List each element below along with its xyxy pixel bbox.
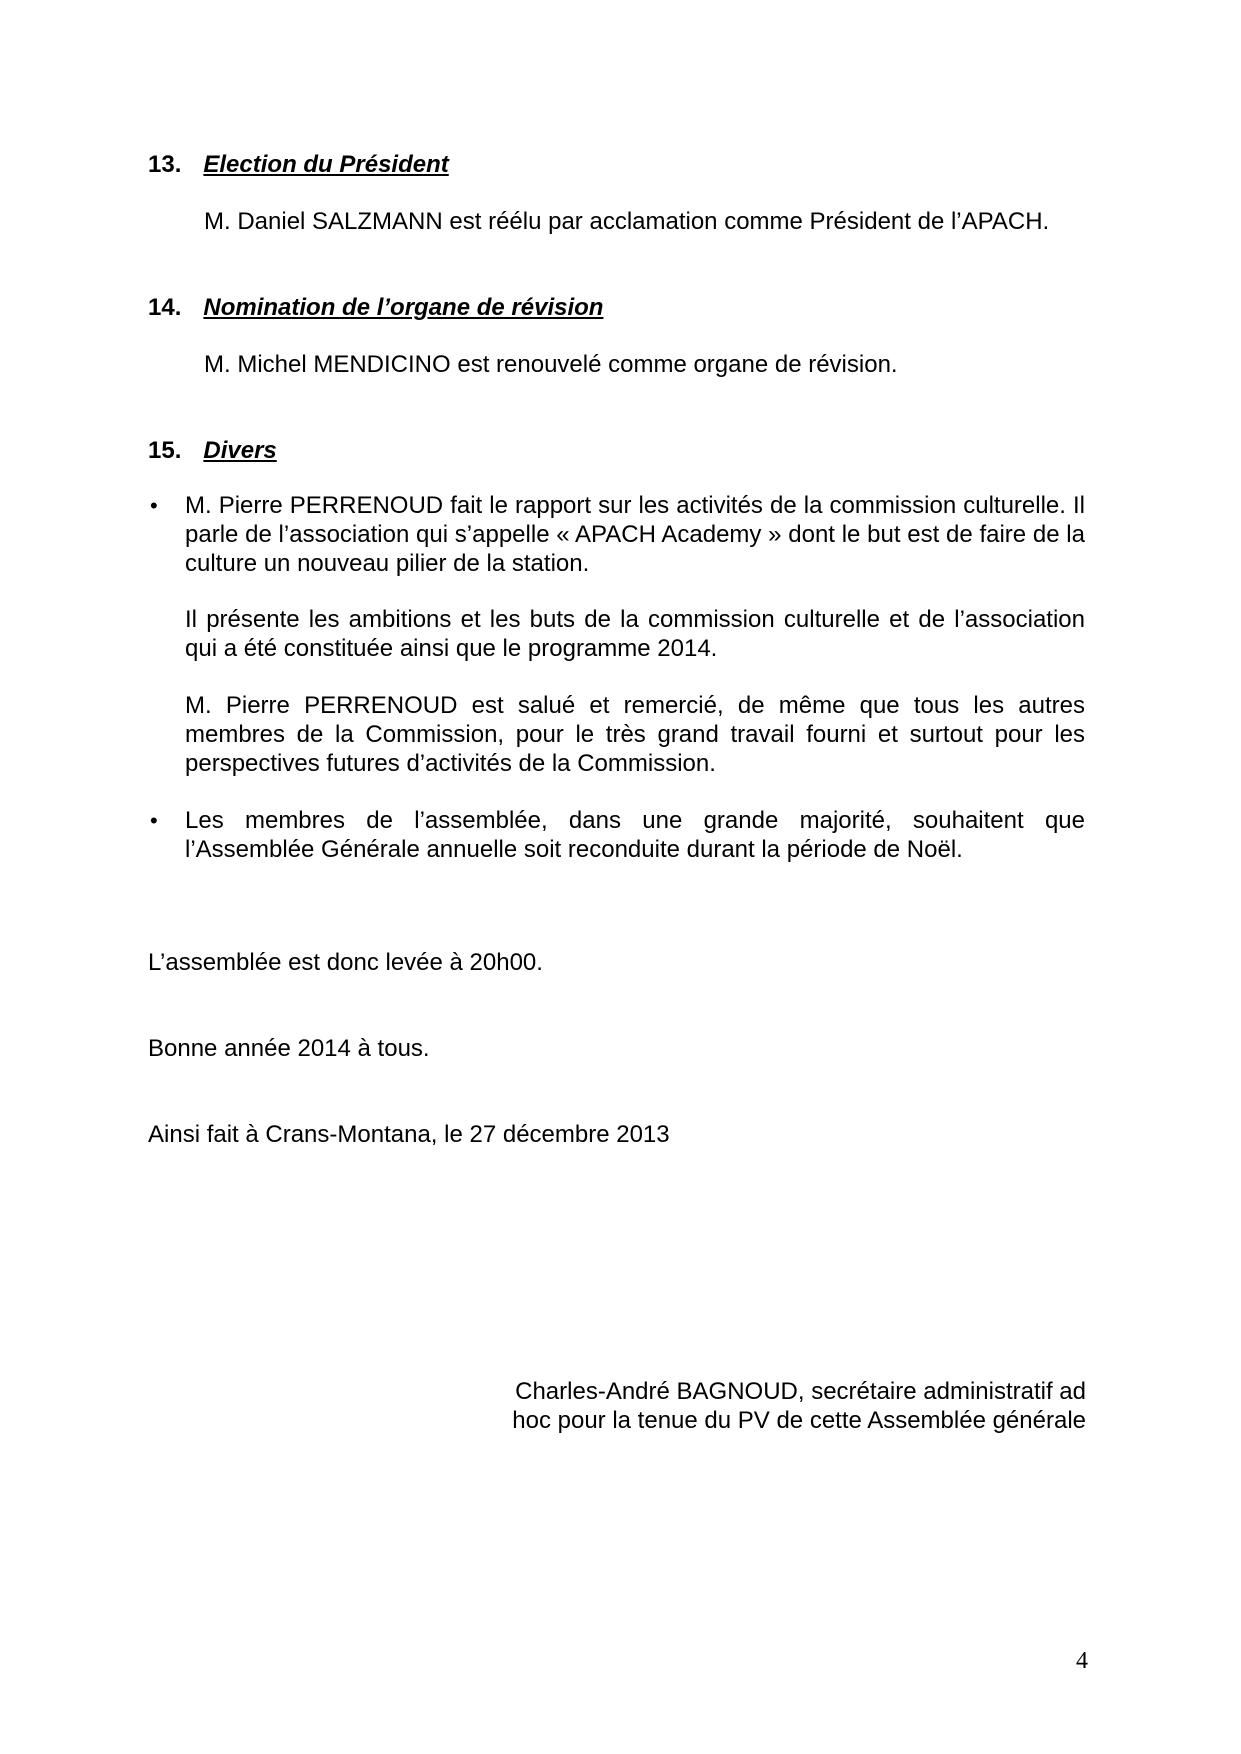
section-title: Nomination de l’organe de révision bbox=[203, 294, 604, 321]
section-14-text: M. Michel MENDICINO est renouvelé comme organe de révision. bbox=[204, 351, 898, 378]
page-number: 4 bbox=[1076, 1648, 1088, 1674]
greeting-line: Bonne année 2014 à tous. bbox=[148, 1035, 430, 1062]
section-title: Divers bbox=[203, 437, 277, 464]
section-14-heading bbox=[148, 293, 603, 322]
divers-paragraph: Les membres de l’assemblée, dans une grande majorité, souhaitent que l’Assemblée Générale annuelle soit reconduite durant la période de Noël. bbox=[185, 807, 1085, 863]
divers-paragraph: M. Pierre PERRENOUD est salué et remercié, de même que tous les autres membres de la Commission, pour le très grand travail fourni et surtout pour les perspectives futures d’activités de la Commission. bbox=[185, 692, 1085, 777]
signature-line: hoc pour la tenue du PV de cette Assemblée générale bbox=[512, 1407, 1086, 1434]
signature-line: Charles-André BAGNOUD, secrétaire administratif ad bbox=[515, 1378, 1086, 1405]
adjourned-line: L’assemblée est donc levée à 20h00. bbox=[148, 949, 543, 976]
bullet-icon: • bbox=[150, 493, 158, 518]
place-date-line: Ainsi fait à Crans-Montana, le 27 décembre 2013 bbox=[148, 1121, 670, 1148]
divers-paragraph: Il présente les ambitions et les buts de la commission culturelle et de l’association qui a été constituée ainsi que le programme 2014. bbox=[185, 606, 1085, 662]
section-number: 14. bbox=[148, 294, 182, 321]
divers-paragraph: M. Pierre PERRENOUD fait le rapport sur les activités de la commission culturelle. Il parle de l’association qui s’appelle « APACH Academy » dont le but est de faire de la culture un nouveau pilier de la station. bbox=[185, 492, 1085, 577]
section-13-text: M. Daniel SALZMANN est réélu par acclamation comme Président de l’APACH. bbox=[204, 208, 1050, 235]
section-number: 15. bbox=[148, 437, 182, 464]
signature-block bbox=[512, 1377, 1086, 1435]
bullet-icon: • bbox=[150, 808, 158, 833]
section-title: Election du Président bbox=[203, 151, 449, 178]
section-13-heading bbox=[148, 150, 449, 179]
section-number: 13. bbox=[148, 151, 182, 178]
section-15-heading bbox=[148, 436, 277, 465]
